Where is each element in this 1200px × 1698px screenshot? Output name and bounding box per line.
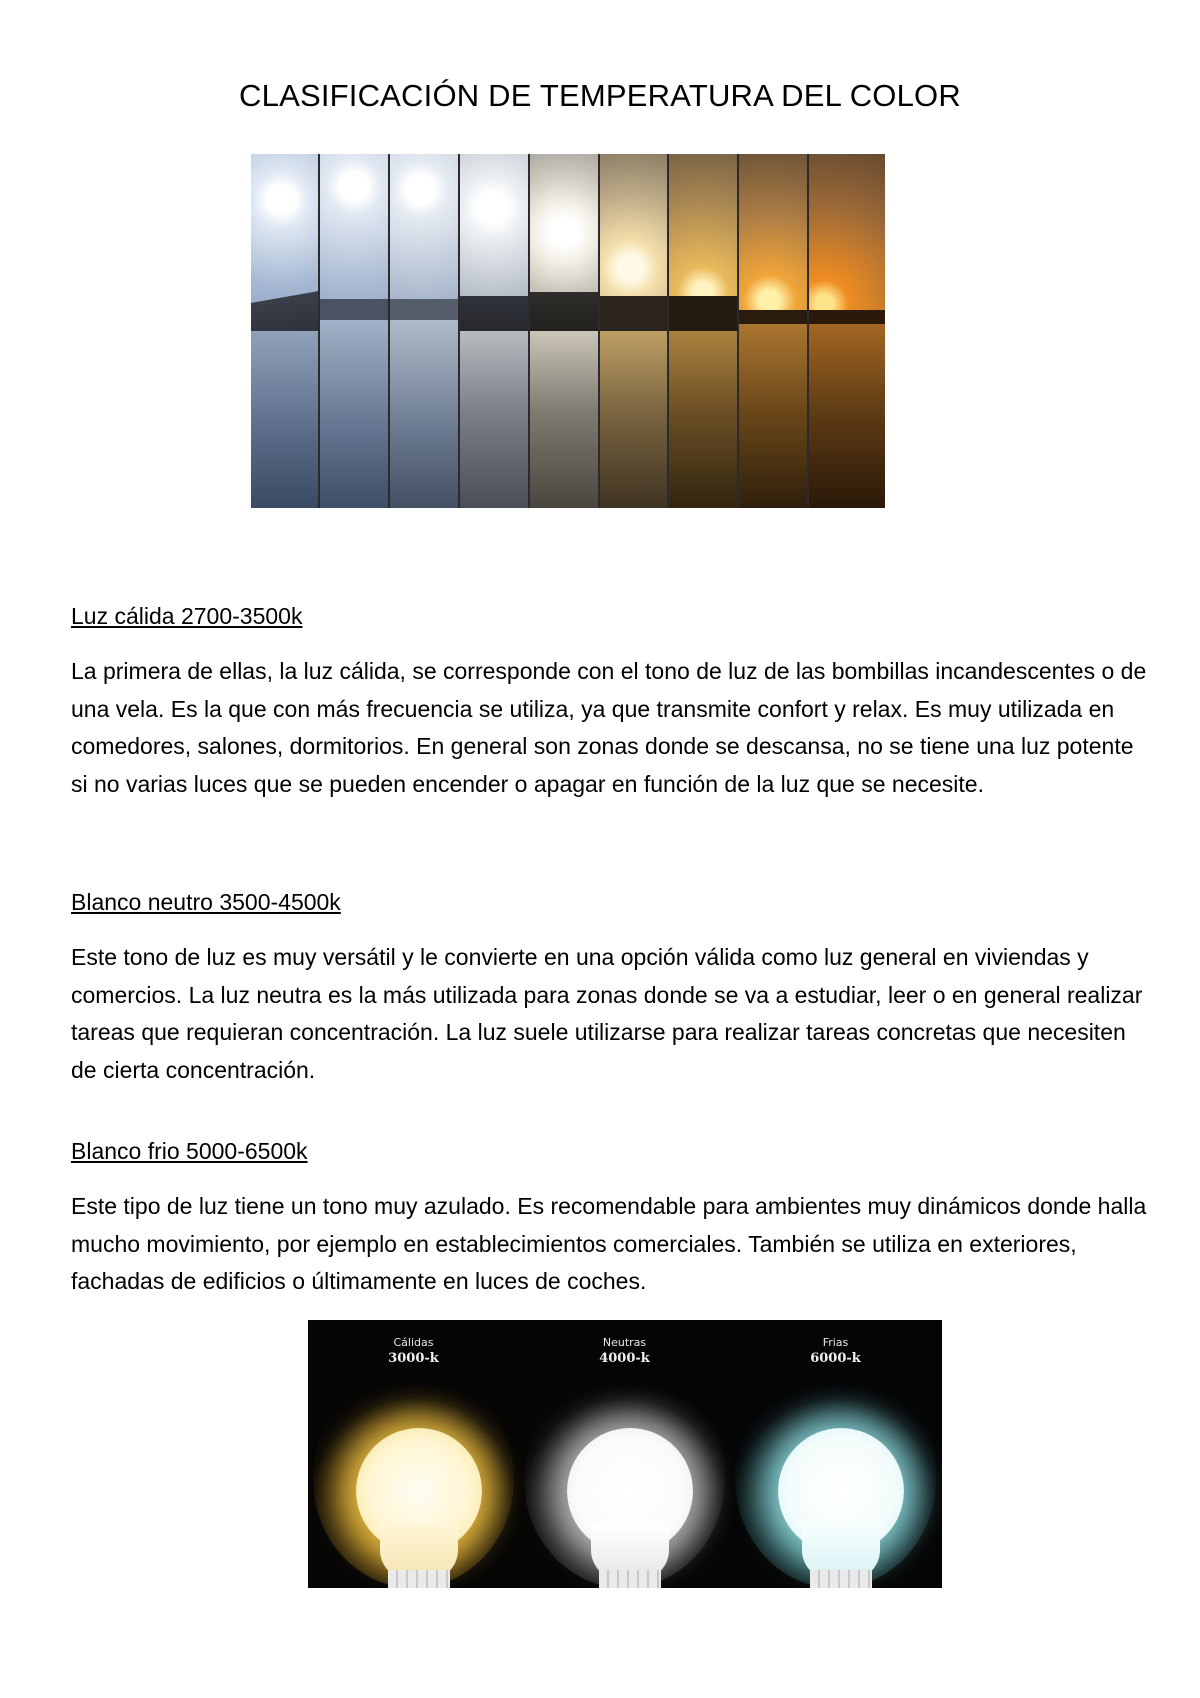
landscape-panel bbox=[530, 154, 600, 508]
light-bulbs-image bbox=[308, 1320, 942, 1588]
section-body-cool: Este tipo de luz tiene un tono muy azulado. Es recomendable para ambientes muy dinámicos donde halla mucho movimiento, por ejemplo en establecimientos comerciales. También se utiliza en exteriores, fachadas de edificios o últimamente en luces de coches. bbox=[71, 1193, 1147, 1294]
bulb-label: Cálidas bbox=[393, 1336, 434, 1349]
landscape-panel bbox=[460, 154, 530, 508]
section-heading-warm: Luz cálida 2700-3500k bbox=[71, 603, 303, 629]
page-title: CLASIFICACIÓN DE TEMPERATURA DEL COLOR bbox=[239, 78, 961, 113]
section-body-neutral: Este tono de luz es muy versátil y le convierte en una opción válida como luz general en viviendas y comercios. La luz neutra es la más utilizada para zonas donde se va a estudiar, leer o en general realizar tareas que requieran concentración. La luz suele utilizarse para realizar tareas concretas que necesiten de cierta concentración. bbox=[71, 944, 1143, 1083]
bulb-temp: 3000-k bbox=[388, 1351, 439, 1366]
bulb-temp: 4000-k bbox=[599, 1351, 650, 1366]
landscape-panel bbox=[739, 154, 809, 508]
section-heading-neutral: Blanco neutro 3500-4500k bbox=[71, 889, 341, 915]
landscape-panel bbox=[320, 154, 390, 508]
section-heading-cool: Blanco frio 5000-6500k bbox=[71, 1138, 308, 1164]
bulb-neutral bbox=[519, 1320, 730, 1588]
landscape-panel bbox=[390, 154, 460, 508]
bulb-warm bbox=[308, 1320, 519, 1588]
bulb-temp: 6000-k bbox=[810, 1351, 861, 1366]
bulb-label: Neutras bbox=[602, 1336, 647, 1349]
landscape-panel bbox=[251, 154, 320, 508]
color-temperature-landscape-image bbox=[251, 154, 885, 508]
section-body-warm: La primera de ellas, la luz cálida, se corresponde con el tono de luz de las bombillas incandescentes o de una vela. Es la que con más frecuencia se utiliza, ya que transmite confort y relax. Es muy utilizada en comedores, salones, dormitorios. En general son zonas donde se descansa, no se tiene una luz potente si no varias luces que se pueden encender o apagar en función de la luz que se necesite. bbox=[71, 658, 1147, 797]
bulb-label: Frias bbox=[822, 1336, 849, 1349]
landscape-panel bbox=[669, 154, 739, 508]
landscape-panel bbox=[600, 154, 670, 508]
bulb-cool bbox=[730, 1320, 941, 1588]
landscape-panel bbox=[809, 154, 885, 508]
